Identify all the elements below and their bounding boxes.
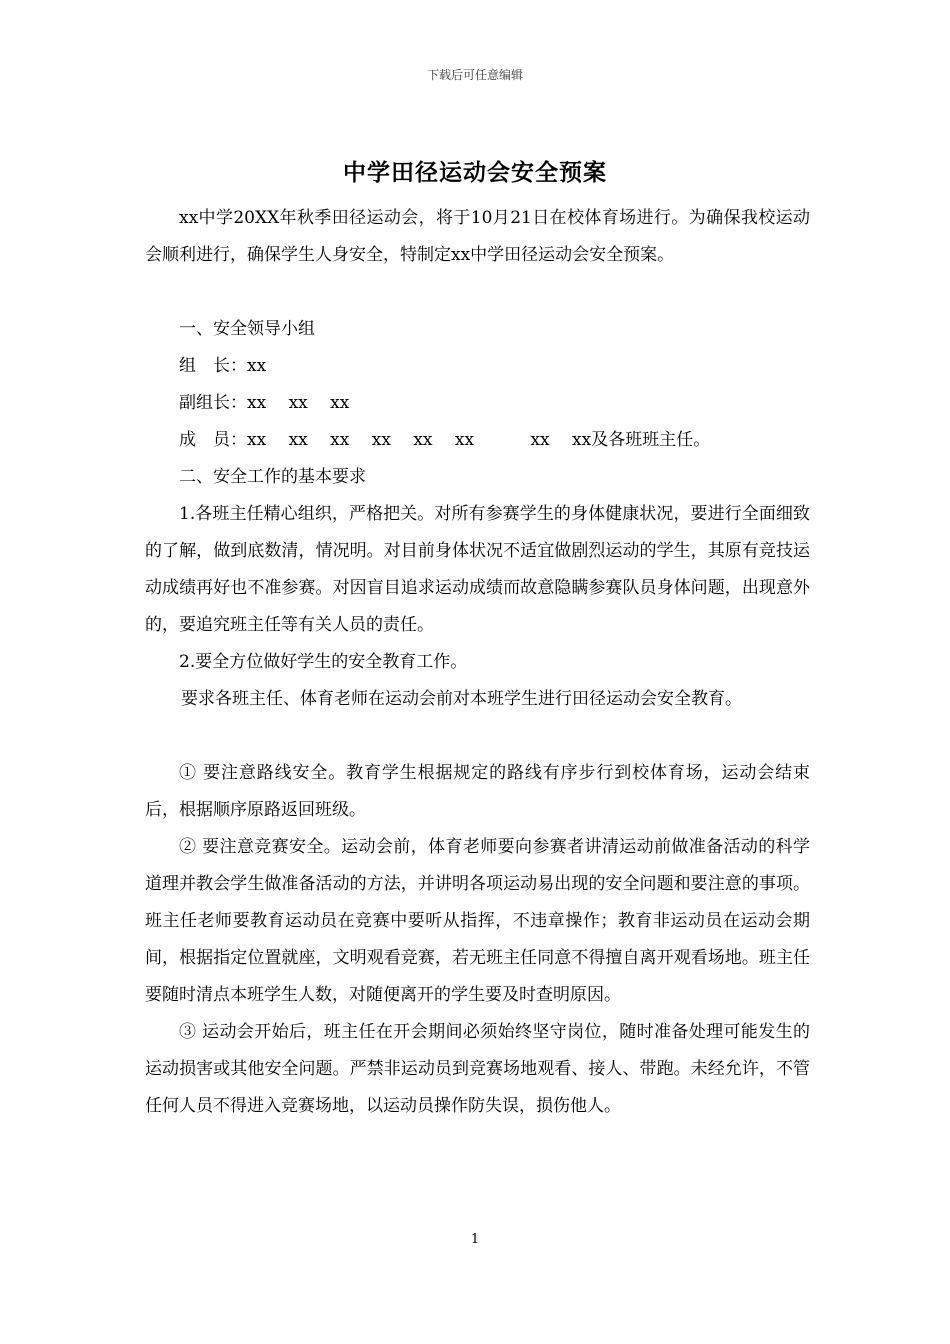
members-line: 成 员：xx xx xx xx xx xx xx xx及各班班主任。 xyxy=(179,430,711,450)
document-body xyxy=(145,200,810,1125)
spacer xyxy=(145,718,810,755)
spacer xyxy=(145,274,810,311)
leader-line: 组 长：xx xyxy=(179,356,267,376)
section-heading-requirements: 二、安全工作的基本要求 xyxy=(179,467,366,487)
safety-point-route: ① 要注意路线安全。教育学生根据规定的路线有序步行到校体育场，运动会结束后，根据顺序原路返回班级。 xyxy=(145,763,810,820)
deputy-line: 副组长：xx xx xx xyxy=(179,393,350,413)
page-number: 1 xyxy=(470,1232,480,1247)
safety-point-during-meet: ③ 运动会开始后，班主任在开会期间必须始终坚守岗位，随时准备处理可能发生的运动损害或其他安全问题。严禁非运动员到竞赛场地观看、接人、带跑。未经允许，不管任何人员不得进入竞赛场地，以运动员操作防失误，损伤他人。 xyxy=(145,1022,810,1116)
intro-paragraph: xx中学20XX年秋季田径运动会，将于10月21日在校体育场进行。为确保我校运动会顺利进行，确保学生人身安全，特制定xx中学田径运动会安全预案。 xyxy=(145,208,810,265)
section-heading-leadership: 一、安全领导小组 xyxy=(179,319,315,339)
header-note: 下载后可任意编辑 xyxy=(426,68,523,82)
requirement-item-2-detail: 要求各班主任、体育老师在运动会前对本班学生进行田径运动会安全教育。 xyxy=(181,689,742,709)
safety-point-competition: ② 要注意竞赛安全。运动会前，体育老师要向参赛者讲清运动前做准备活动的科学道理并教会学生做准备活动的方法，并讲明各项运动易出现的安全问题和要注意的事项。班主任老师要教育运动员在竞赛中要听从指挥，不违章操作；教育非运动员在运动会期间，根据指定位置就座，文明观看竞赛，若无班主任同意不得擅自离开观看场地。班主任要随时清点本班学生人数，对随便离开的学生要及时查明原因。 xyxy=(145,837,810,1005)
document-title: 中学田径运动会安全预案 xyxy=(343,159,607,186)
requirement-item-1: 1.各班主任精心组织，严格把关。对所有参赛学生的身体健康状况，要进行全面细致的了解，做到底数清，情况明。对目前身体状况不适宜做剧烈运动的学生，其原有竞技运动成绩再好也不准参赛。对因盲目追求运动成绩而故意隐瞒参赛队员身体问题，出现意外的，要追究班主任等有关人员的责任。 xyxy=(145,504,810,635)
requirement-item-2: 2.要全方位做好学生的安全教育工作。 xyxy=(179,652,468,672)
